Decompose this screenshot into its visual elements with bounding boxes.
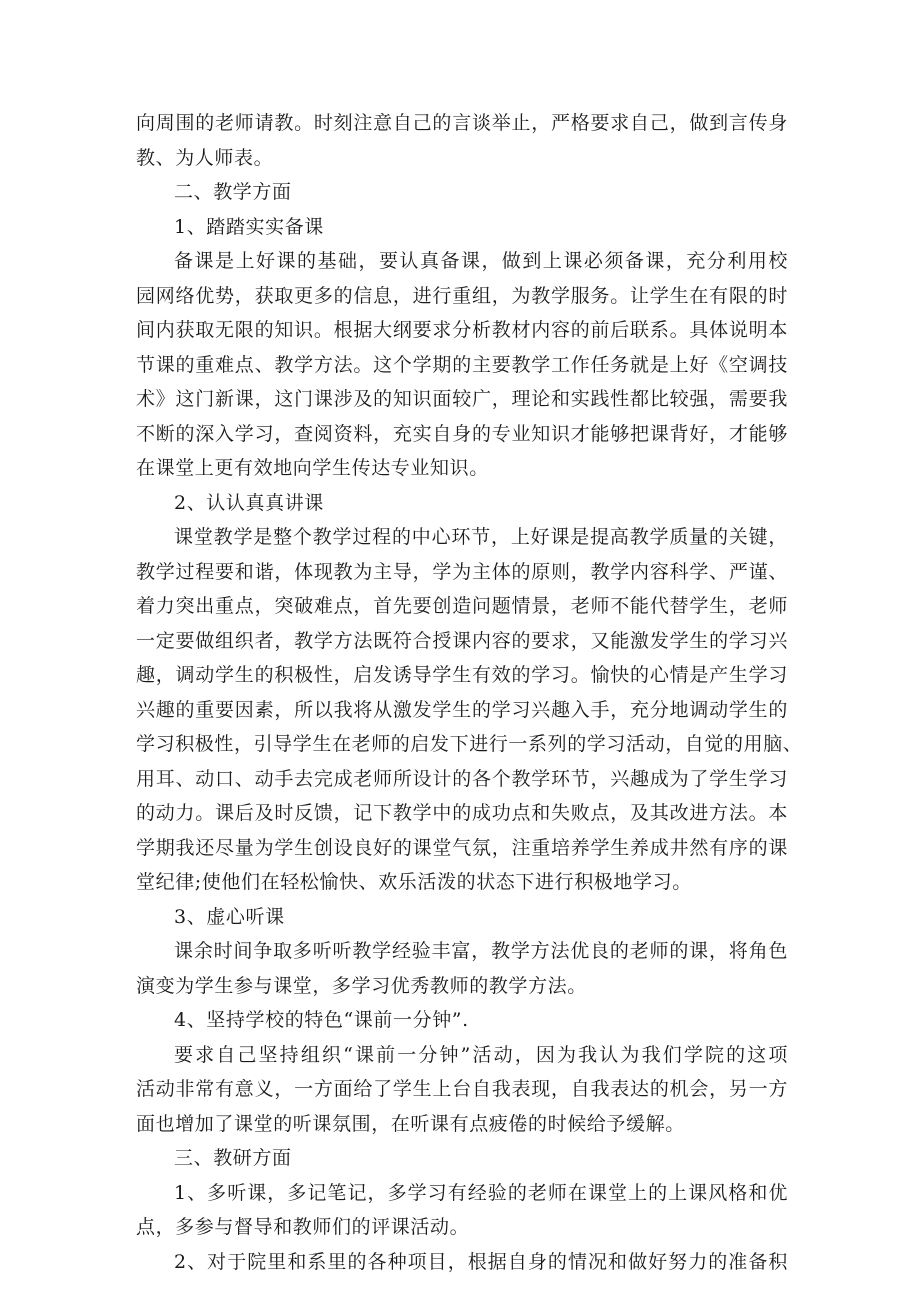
- subsection-heading: 3、虚心听课: [174, 905, 285, 928]
- text-line: 兴趣的重要因素，所以我将从激发学生的学习兴趣入手，充分地调动学生的: [136, 698, 788, 721]
- subsection-heading: 2、认认真真讲课: [174, 491, 324, 514]
- text-line: 一定要做组织者，教学方法既符合授课内容的要求，又能激发学生的学习兴: [136, 629, 788, 652]
- text-line: 活动非常有意义，一方面给了学生上台自我表现，自我表达的机会，另一方: [136, 1078, 788, 1100]
- text-line: 点，多参与督导和教师们的评课活动。: [136, 1216, 470, 1238]
- text-line: 教学过程要和谐，体现教为主导，学为主体的原则，教学内容科学、严谨、: [136, 560, 788, 583]
- text-line: 术》这门新课，这门课涉及的知识面较广，理论和实践性都比较强，需要我: [136, 388, 788, 410]
- text-line: 向周围的老师请教。时刻注意自己的言谈举止，严格要求自己，做到言传身: [136, 112, 788, 134]
- paragraph-start-line: 1、多听课，多记笔记，多学习有经验的老师在课堂上的上课风格和优: [174, 1181, 788, 1204]
- text-line: 园网络优势，获取更多的信息，进行重组，为教学服务。让学生在有限的时: [136, 284, 788, 307]
- paragraph-start-line: 备课是上好课的基础，要认真备课，做到上课必须备课，充分利用校: [174, 250, 788, 272]
- text-line: 节课的重难点、教学方法。这个学期的主要教学工作任务就是上好《空调技: [136, 353, 788, 376]
- paragraph-start-line: 课余时间争取多听听教学经验丰富，教学方法优良的老师的课，将角色: [174, 940, 788, 962]
- text-line: 堂纪律;使他们在轻松愉快、欢乐活泼的状态下进行积极地学习。: [136, 871, 692, 893]
- text-line: 学期我还尽量为学生创设良好的课堂气氛，注重培养学生养成井然有序的课: [136, 836, 788, 859]
- text-line: 着力突出重点，突破难点，首先要创造问题情景，老师不能代替学生，老师: [136, 595, 788, 617]
- text-line: 的动力。课后及时反馈，记下教学中的成功点和失败点，及其改进方法。本: [136, 802, 788, 824]
- text-line: 学习积极性，引导学生在老师的启发下进行一系列的学习活动，自觉的用脑、: [136, 733, 803, 755]
- text-line: 用耳、动口、动手去完成老师所设计的各个教学环节，兴趣成为了学生学习: [136, 767, 788, 790]
- text-line: 演变为学生参与课堂，多学习优秀教师的教学方法。: [136, 974, 587, 997]
- section-heading: 三、教研方面: [174, 1147, 292, 1169]
- text-line: 在课堂上更有效地向学生传达专业知识。: [136, 457, 489, 479]
- paragraph-start-line: 2、对于院里和系里的各种项目，根据自身的情况和做好努力的准备积: [174, 1250, 788, 1273]
- text-line: 教、为人师表。: [136, 146, 274, 169]
- subsection-heading: 1、踏踏实实备课: [174, 215, 324, 238]
- text-line: 不断的深入学习，查阅资料，充实自身的专业知识才能够把课背好，才能够: [136, 422, 788, 445]
- subsection-heading: 4、坚持学校的特色“课前一分钟”.: [174, 1009, 469, 1031]
- paragraph-start-line: 课堂教学是整个教学过程的中心环节，上好课是提高教学质量的关键，: [174, 526, 788, 548]
- text-line: 趣，调动学生的积极性，启发诱导学生有效的学习。愉快的心情是产生学习: [136, 664, 788, 686]
- text-line: 面也增加了课堂的听课氛围，在听课有点疲倦的时候给予缓解。: [136, 1112, 685, 1135]
- text-line: 间内获取无限的知识。根据大纲要求分析教材内容的前后联系。具体说明本: [136, 319, 788, 341]
- document-body: [136, 106, 803, 1279]
- paragraph-start-line: 要求自己坚持组织“课前一分钟”活动，因为我认为我们学院的这项: [174, 1043, 788, 1066]
- section-heading: 二、教学方面: [174, 181, 292, 203]
